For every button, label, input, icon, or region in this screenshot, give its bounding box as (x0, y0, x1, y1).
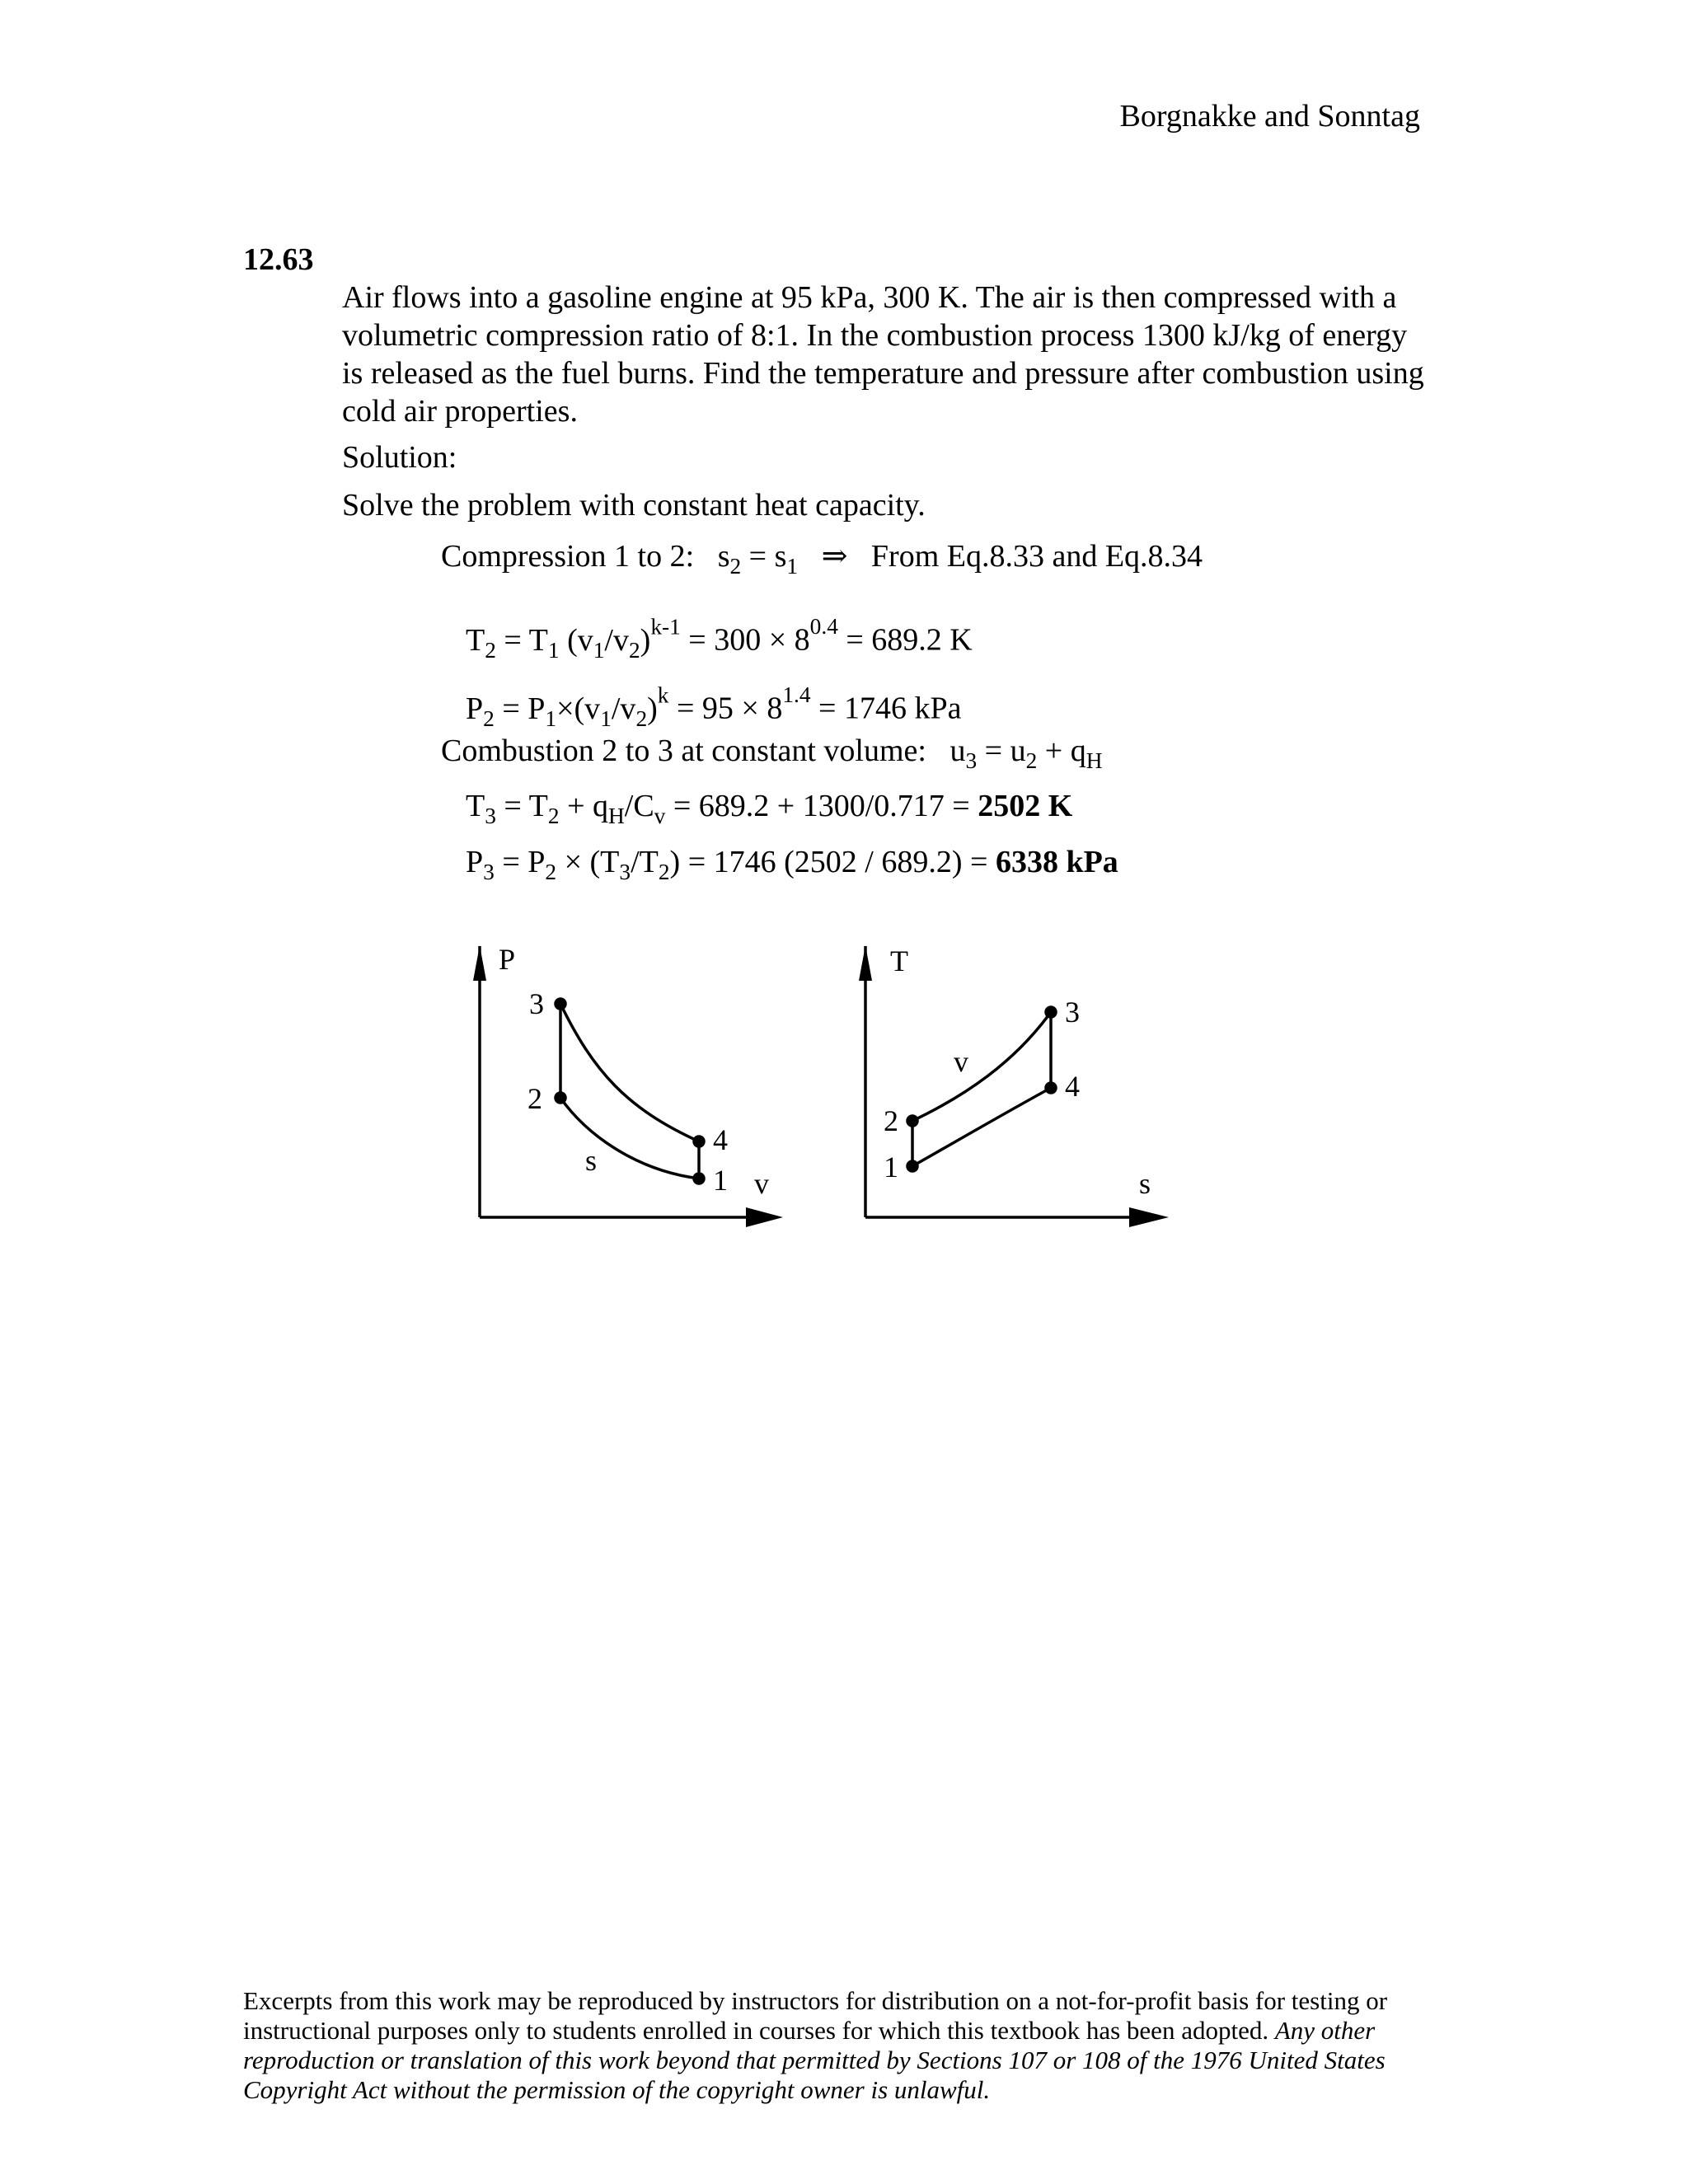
ts-process-2-3 (912, 1012, 1051, 1121)
pv-label-2: 2 (528, 1082, 542, 1115)
pv-y-label: P (499, 943, 516, 976)
p2-exponent: 1.4 (782, 682, 811, 707)
solution-heading: Solution: (342, 440, 457, 475)
pv-label-3: 3 (529, 987, 544, 1020)
solution-intro: Solve the problem with constant heat capacity. (342, 488, 926, 523)
t3-answer: 2502 K (978, 789, 1073, 823)
pv-point-1 (694, 1174, 704, 1183)
footer-italic: Any other reproduction or translation of this work beyond that permitted by Sections 107 or 108 of the 1976 United States Copyright Act without the permission of the copyright owner is unlawful. (243, 2016, 1386, 2104)
p2-rhs: = 95 × 8 (676, 691, 783, 726)
ts-point-1 (907, 1161, 917, 1171)
pv-x-label: v (754, 1167, 769, 1200)
ts-point-2 (907, 1116, 917, 1126)
pv-point-3 (556, 999, 565, 1009)
pv-point-2 (556, 1093, 565, 1103)
problem-statement: Air flows into a gasoline engine at 95 kPa, 300 K. The air is then compressed with a volumetric compression ratio of 8:1. In the combustion process 1300 kJ/kg of energy is released as the fuel burns. Find the temperature and pressure after combustion using cold air properties. (342, 280, 1424, 429)
energy-relation: $u_3 = u_2 + q_H$ (950, 733, 1103, 773)
copyright-footer (243, 1986, 1414, 2105)
ts-point-3 (1046, 1007, 1056, 1017)
ts-label-2: 2 (884, 1104, 898, 1137)
footer-text: Excerpts from this work may be reproduced by instructors for distribution on a not-for-profit basis for testing or instructional purposes only to students enrolled in courses for which this textbook has been adopted. (243, 1986, 1388, 2045)
ts-x-label: s (1139, 1167, 1151, 1200)
ts-x-arrowhead (1129, 1207, 1169, 1227)
ts-point-4 (1046, 1083, 1056, 1093)
ts-y-label: T (890, 944, 908, 977)
pv-label-1: 1 (713, 1164, 728, 1197)
compression-reference: From Eq.8.33 and Eq.8.34 (870, 539, 1203, 574)
t2-exponent: 0.4 (809, 614, 838, 639)
t2-result: = 689.2 K (846, 622, 973, 658)
running-header: Borgnakke and Sonntag (1119, 99, 1420, 134)
p2-result: = 1746 kPa (818, 691, 962, 726)
ts-process-label: v (954, 1045, 968, 1078)
isentropic-relation: $s_2 = s_1$ (717, 539, 799, 579)
t2-rhs: = 300 × 8 (688, 622, 810, 658)
ts-label-3: 3 (1065, 996, 1080, 1029)
ts-y-arrowhead (859, 945, 872, 981)
pv-diagram (473, 945, 783, 1227)
ts-label-4: 4 (1065, 1070, 1080, 1103)
combustion-label: Combustion 2 to 3 at constant volume: (441, 733, 926, 768)
ts-process-4-1 (912, 1088, 1051, 1166)
t3-lhs: $T_3 = T_2 + q_H/C_v$ (466, 789, 666, 828)
t3-rhs: = 689.2 + 1300/0.717 = (673, 789, 978, 823)
t2-lhs: $T_2 = T_1$ $(v_1/v_2)^{k-1}$ (466, 614, 681, 663)
implies-arrow: ⇒ (821, 539, 848, 574)
p2-lhs: $P_2 = P_1\times(v_1/v_2)^k$ (466, 682, 669, 731)
pv-label-4: 4 (713, 1123, 728, 1156)
pv-y-arrowhead (473, 945, 486, 981)
ts-diagram (859, 945, 1169, 1227)
pv-point-4 (694, 1137, 704, 1146)
pv-process-label: s (585, 1144, 598, 1177)
p3-lhs: $P_3 = P_2 \times (T_3/T_2)$ (466, 845, 681, 884)
problem-number: 12.63 (243, 242, 314, 277)
p3-answer: 6338 kPa (995, 845, 1118, 879)
pv-process-1-2 (560, 1098, 699, 1179)
compression-label: Compression 1 to 2: (441, 539, 695, 574)
pv-x-arrowhead (746, 1207, 783, 1227)
p3-rhs: = 1746 (2502 / 689.2) = (687, 845, 996, 879)
ts-label-1: 1 (884, 1151, 898, 1183)
